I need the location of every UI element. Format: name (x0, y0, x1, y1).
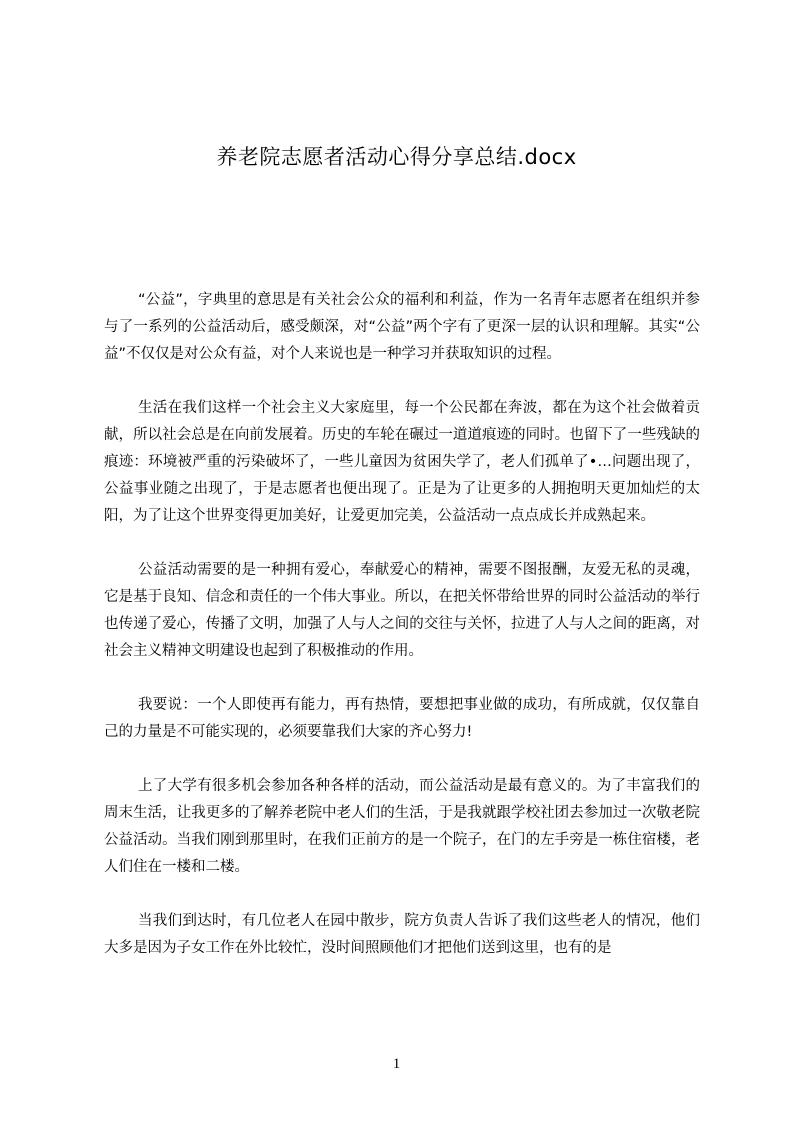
page-number: 1 (392, 1056, 401, 1072)
document-title: 养老院志愿者活动心得分享总结.docx (216, 145, 577, 169)
paragraph-2: 生活在我们这样一个社会主义大家庭里，每一个公民都在奔波，都在为这个社会做着贡献，所以社会总是在向前发展着。历史的车轮在碾过一道道痕迹的同时。也留下了一些残缺的痕迹：环境被严重的污染破坏了，一些儿童因为贫困失学了，老人们孤单了•…问题出现了，公益事业随之出现了，于是志愿者也便出现了。正是为了让更多的人拥抱明天更加灿烂的太阳，为了让这个世界变得更加美好，让爱更加完美，公益活动一点点成长并成熟起来。 (104, 400, 700, 524)
paragraph-6: 当我们到达时，有几位老人在园中散步，院方负责人告诉了我们这些老人的情况，他们大多是因为子女工作在外比较忙，没时间照顾他们才把他们送到这里，也有的是 (104, 913, 700, 956)
document-body (104, 287, 700, 989)
paragraph-3: 公益活动需要的是一种拥有爱心，奉献爱心的精神，需要不图报酬，友爱无私的灵魂，它是基于良知、信念和责任的一个伟大事业。所以，在把关怀带给世界的同时公益活动的举行也传递了爱心，传播了文明，加强了人与人之间的交往与关怀，拉进了人与人之间的距离，对社会主义精神文明建设也起到了积极推动的作用。 (104, 562, 700, 659)
paragraph-4: 我要说：一个人即使再有能力，再有热情，要想把事业做的成功，有所成就，仅仅靠自己的力量是不可能实现的，必须要靠我们大家的齐心努力! (104, 697, 700, 740)
paragraph-1: “公益”，字典里的意思是有关社会公众的福利和利益，作为一名青年志愿者在组织并参与了一系列的公益活动后，感受颇深，对“公益”两个字有了更深一层的认识和理解。其实“公益”不仅仅是对公众有益，对个人来说也是一种学习并获取知识的过程。 (104, 292, 700, 362)
paragraph-5: 上了大学有很多机会参加各种各样的活动，而公益活动是最有意义的。为了丰富我们的周末生活，让我更多的了解养老院中老人们的生活，于是我就跟学校社团去参加过一次敬老院公益活动。当我们刚到那里时，在我们正前方的是一个院子，在门的左手旁是一栋住宿楼，老人们住在一楼和二楼。 (104, 778, 700, 875)
